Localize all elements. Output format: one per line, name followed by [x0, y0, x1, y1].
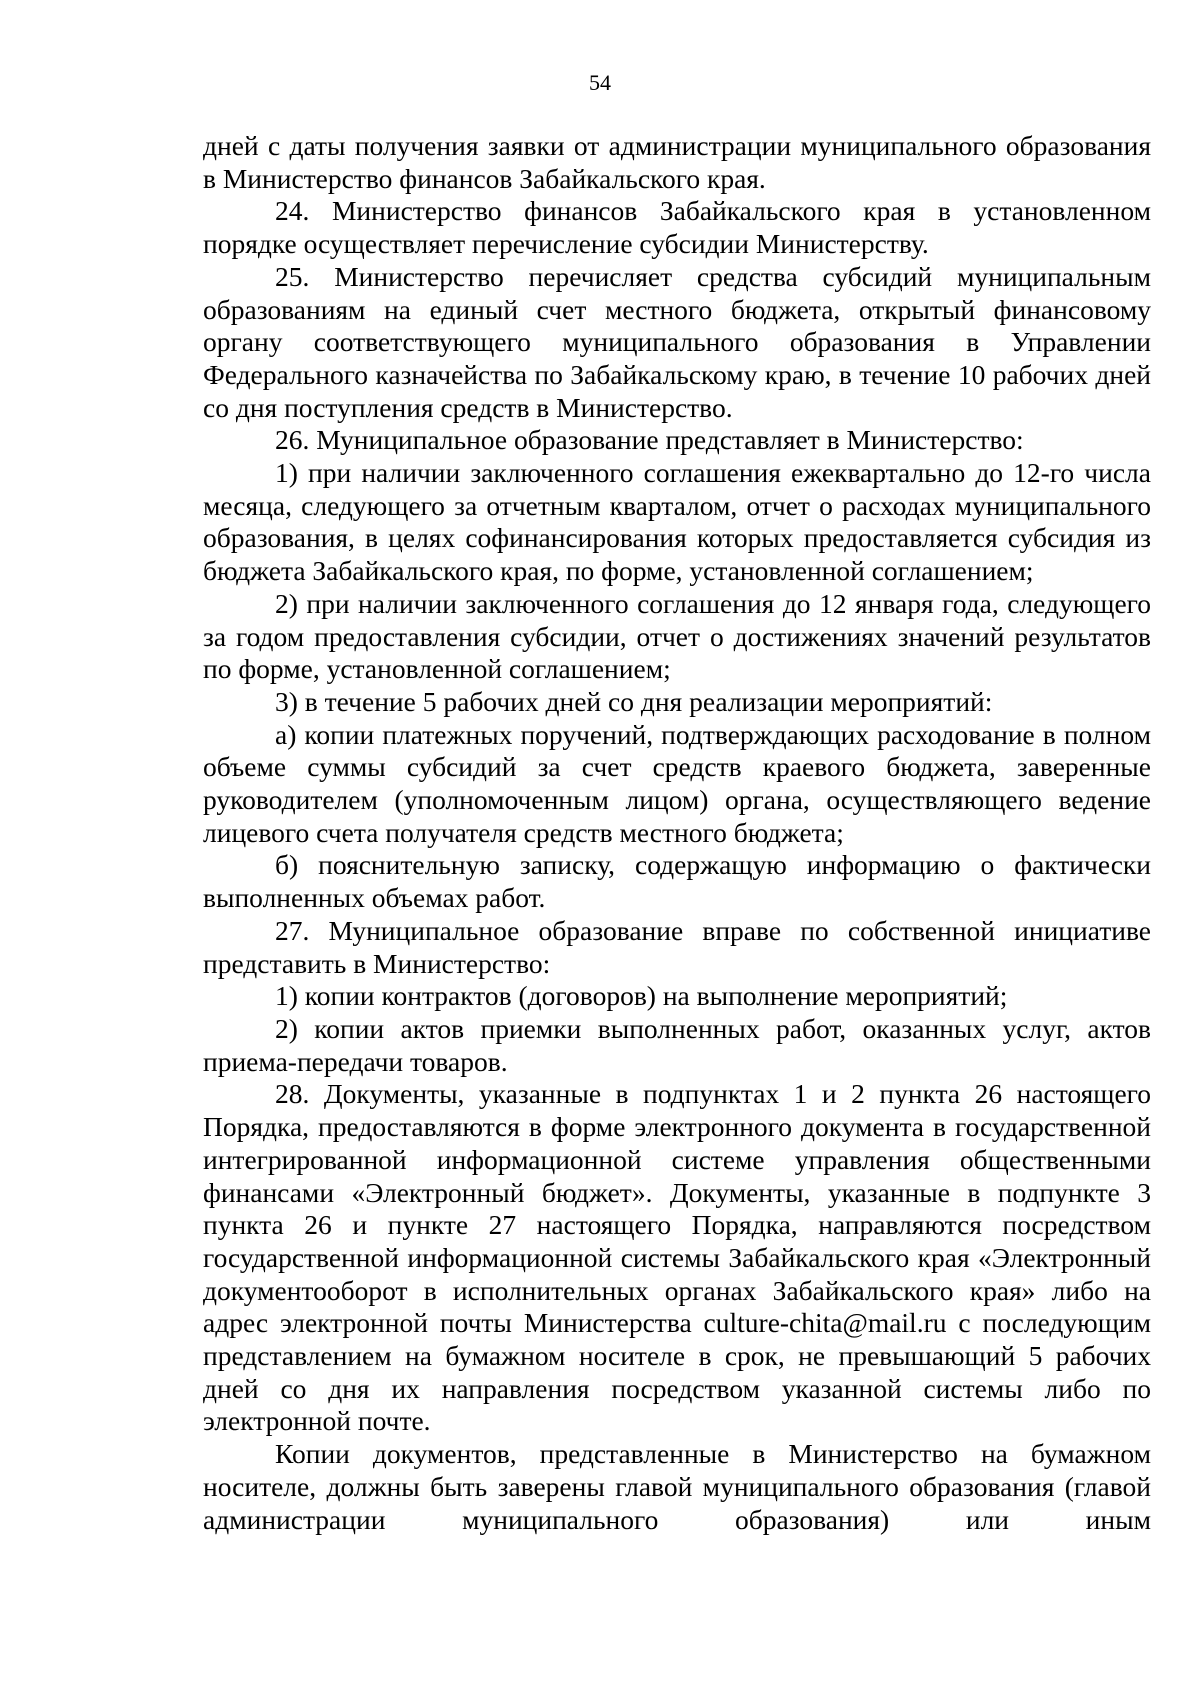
paragraph: 26. Муниципальное образование представляет в Министерство:: [275, 424, 1024, 456]
paragraph: 24. Министерство финансов Забайкальского края в установленном порядке осуществляет перечисление субсидии Министерству.: [203, 195, 1151, 260]
paragraph: 2) при наличии заключенного соглашения до 12 января года, следующего за годом предоставления субсидии, отчет о достижениях значений результатов по форме, установленной соглашением;: [203, 587, 1151, 685]
paragraph: 25. Министерство перечисляет средства субсидий муниципальным образованиям на единый счет местного бюджета, открытый финансовому органу соответствующего муниципального образования в Управлении Федерального казначейства по Забайкальскому краю, в течение 10 рабочих дней со дня поступления средств в Министерство.: [203, 260, 1151, 423]
paragraph: 1) при наличии заключенного соглашения ежеквартально до 12-го числа месяца, следующего за отчетным кварталом, отчет о расходах муниципального образования, в целях софинансирования которых предоставляется субсидия из бюджета Забайкальского края, по форме, установленной соглашением;: [203, 457, 1151, 587]
paragraph: 27. Муниципальное образование вправе по собственной инициативе представить в Министерство:: [203, 914, 1151, 979]
paragraph: 1) копии контрактов (договоров) на выполнение мероприятий;: [275, 980, 1008, 1012]
paragraph: 28. Документы, указанные в подпунктах 1 и 2 пункта 26 настоящего Порядка, предоставляются в форме электронного документа в государственной интегрированной информационной системе управления общественными финансами «Электронный бюджет». Документы, указанные в подпункте 3 пункта 26 и пункте 27 настоящего Порядка, направляются посредством государственной информационной системы Забайкальского края «Электронный документооборот в исполнительных органах Забайкальского края» либо на адрес электронной почты Министерства culture-chita@mail.ru с последующим представлением на бумажном носителе в срок, не превышающий 5 рабочих дней со дня их направления посредством указанной системы либо по электронной почте.: [203, 1078, 1151, 1437]
page-number: 54: [589, 70, 611, 95]
paragraph: Копии документов, представленные в Министерство на бумажном носителе, должны быть заверены главой муниципального образования (главой администрации муниципального образования) или иным: [203, 1438, 1151, 1535]
paragraph: б) пояснительную записку, содержащую информацию о фактически выполненных объемах работ.: [203, 849, 1151, 914]
paragraph: дней с даты получения заявки от администрации муниципального образования в Министерство финансов Забайкальского края.: [203, 130, 1151, 194]
paragraph: 2) копии актов приемки выполненных работ, оказанных услуг, актов приема-передачи товаров.: [203, 1012, 1151, 1077]
document-body: [203, 130, 1151, 1536]
paragraph: 3) в течение 5 рабочих дней со дня реализации мероприятий:: [275, 685, 993, 717]
paragraph: а) копии платежных поручений, подтверждающих расходование в полном объеме суммы субсидий за счет средств краевого бюджета, заверенные руководителем (уполномоченным лицом) органа, осуществляющего ведение лицевого счета получателя средств местного бюджета;: [203, 718, 1151, 848]
